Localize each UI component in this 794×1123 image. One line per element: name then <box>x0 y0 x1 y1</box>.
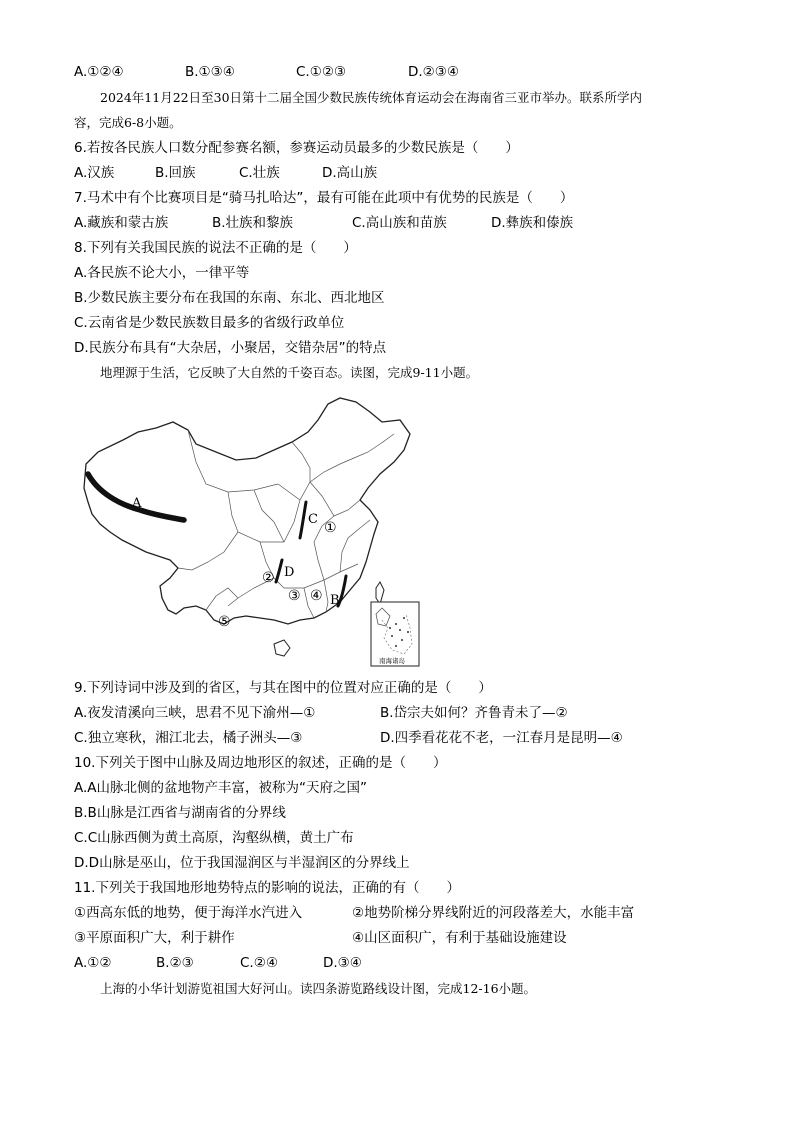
prev-option-d: D.②③④ <box>408 64 459 80</box>
q8-option-c: C.云南省是少数民族数目最多的省级行政单位 <box>74 315 345 331</box>
marker-5: ⑤ <box>218 614 231 630</box>
q11-option-a: A.①② <box>74 955 112 971</box>
question-11: 11.下列关于我国地形地势特点的影响的说法，正确的有（ ） <box>74 880 460 896</box>
marker-1: ① <box>324 520 337 536</box>
q11-statement-3: ③平原面积广大，利于耕作 <box>74 930 235 946</box>
q6-option-a: A.汉族 <box>74 165 115 181</box>
q10-option-d: D.D山脉是巫山，位于我国湿润区与半湿润区的分界线上 <box>74 855 410 871</box>
mountain-c <box>300 502 306 538</box>
q10-option-a: A.A山脉北侧的盆地物产丰富，被称为“天府之国” <box>74 780 368 796</box>
q11-option-d: D.③④ <box>323 955 362 971</box>
q11-statement-1: ①西高东低的地势，便于海洋水汽进入 <box>74 905 303 921</box>
intro-6-8-line1: 2024年11月22日至30日第十二届全国少数民族传统体育运动会在海南省三亚市举办。联系所学内 <box>100 90 643 105</box>
question-9: 9.下列诗词中涉及到的省区，与其在图中的位置对应正确的是（ ） <box>74 680 492 696</box>
q6-option-c: C.壮族 <box>239 165 280 181</box>
question-10: 10.下列关于图中山脉及周边地形区的叙述，正确的是（ ） <box>74 755 447 771</box>
q6-option-d: D.高山族 <box>322 165 378 181</box>
q9-option-c: C.独立寒秋，湘江北去，橘子洲头—③ <box>74 730 303 746</box>
label-b: B <box>330 593 340 608</box>
q7-option-c: C.高山族和苗族 <box>352 215 447 231</box>
label-c: C <box>308 512 318 527</box>
q9-option-b: B.岱宗夫如何？齐鲁青未了—② <box>380 705 568 721</box>
q8-option-a: A.各民族不论大小，一律平等 <box>74 265 250 281</box>
q8-option-b: B.少数民族主要分布在我国的东南、东北、西北地区 <box>74 290 385 306</box>
marker-4: ④ <box>310 588 323 604</box>
hainan-island <box>274 640 290 656</box>
china-map-figure <box>78 392 438 672</box>
question-6: 6.若按各民族人口数分配参赛名额，参赛运动员最多的少数民族是（ ） <box>74 140 519 156</box>
q9-option-d: D.四季看花花不老，一江春月是昆明—④ <box>380 730 623 746</box>
prev-option-b: B.①③④ <box>185 64 235 80</box>
question-7: 7.马术中有个比赛项目是“骑马扎哈达”，最有可能在此项中有优势的民族是（ ） <box>74 190 574 206</box>
label-a: A <box>132 496 142 511</box>
q11-statement-4: ④山区面积广，有利于基础设施建设 <box>352 930 567 946</box>
q11-statement-2: ②地势阶梯分界线附近的河段落差大，水能丰富 <box>352 905 635 921</box>
q7-option-b: B.壮族和黎族 <box>212 215 294 231</box>
mountain-d <box>276 560 282 582</box>
q8-option-d: D.民族分布具有“大杂居，小聚居，交错杂居”的特点 <box>74 340 387 356</box>
q10-option-c: C.C山脉西侧为黄土高原，沟壑纵横，黄土广布 <box>74 830 354 846</box>
marker-3: ③ <box>288 588 301 604</box>
q7-option-d: D.彝族和傣族 <box>491 215 574 231</box>
q11-option-c: C.②④ <box>240 955 278 971</box>
q9-option-a: A.夜发清溪向三峡，思君不见下渝州—① <box>74 705 316 721</box>
intro-12-16: 上海的小华计划游览祖国大好河山。读四条游览路线设计图，完成12-16小题。 <box>100 981 537 996</box>
province-boundaries <box>178 430 394 618</box>
marker-2: ② <box>262 570 275 586</box>
q11-option-b: B.②③ <box>156 955 194 971</box>
south-china-sea-inset <box>371 602 419 666</box>
china-outline <box>84 398 410 624</box>
question-8: 8.下列有关我国民族的说法不正确的是（ ） <box>74 240 357 256</box>
prev-option-a: A.①②④ <box>74 64 124 80</box>
q7-option-a: A.藏族和蒙古族 <box>74 215 169 231</box>
q10-option-b: B.B山脉是江西省与湖南省的分界线 <box>74 805 286 821</box>
intro-9-11: 地理源于生活，它反映了大自然的千姿百态。读图，完成9-11小题。 <box>100 365 479 380</box>
taiwan-island <box>376 582 384 604</box>
intro-6-8-line2: 容，完成6-8小题。 <box>74 115 182 130</box>
label-d: D <box>284 565 295 580</box>
inset-caption: 南海诸岛 <box>379 657 405 665</box>
prev-option-c: C.①②③ <box>296 64 347 80</box>
q6-option-b: B.回族 <box>155 165 196 181</box>
